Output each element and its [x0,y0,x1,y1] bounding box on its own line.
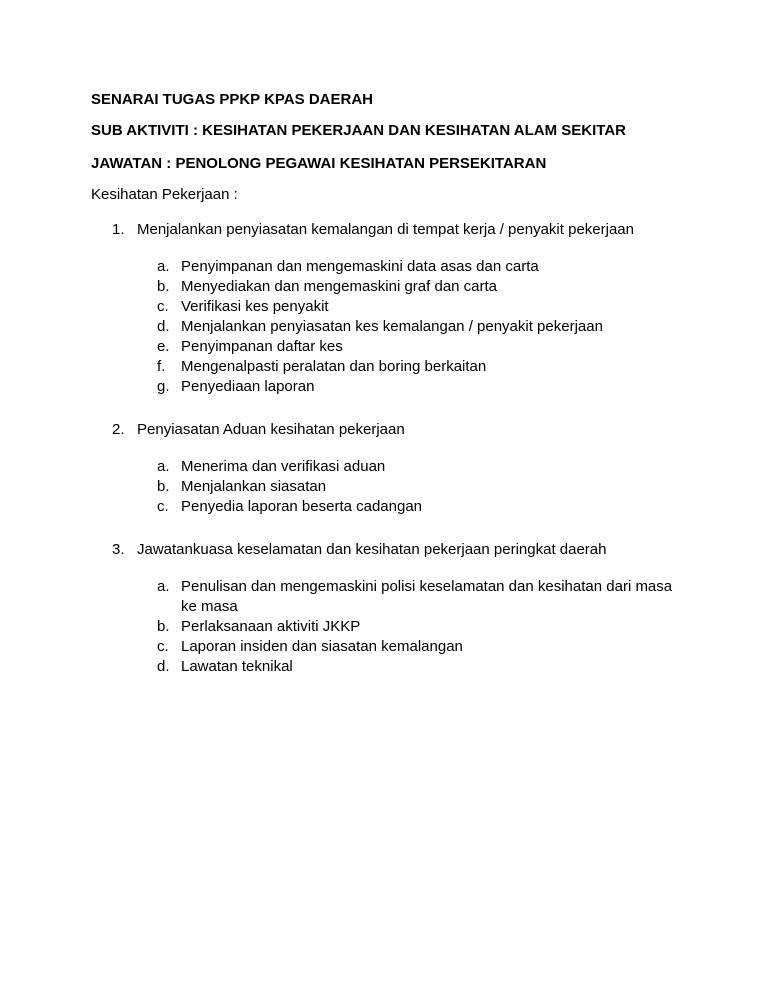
task-heading [112,541,712,559]
list-item-letter: c. [157,638,169,655]
task-3 [112,541,712,677]
list-item-letter: b. [157,278,170,295]
list-item-letter: d. [157,318,170,335]
list-item-text: Penyimpanan dan mengemaskini data asas dan carta [181,258,539,275]
list-item-text: Penyediaan laporan [181,378,315,395]
list-item [157,317,712,337]
task-heading [112,221,712,239]
list-item [157,617,712,637]
list-item-letter: e. [157,338,170,355]
list-item [157,637,712,657]
list-item [157,277,712,297]
list-item-letter: a. [157,458,170,475]
list-item-text: Menyediakan dan mengemaskini graf dan carta [181,278,498,295]
document-title: SENARAI TUGAS PPKP KPAS DAERAH [91,91,373,108]
list-item-text: Penulisan dan mengemaskini polisi keselamatan dan kesihatan dari masa ke masa [181,578,673,615]
list-item [157,257,712,277]
list-item-letter: b. [157,618,170,635]
list-item [157,377,712,397]
list-item [157,457,712,477]
list-item-letter: d. [157,658,170,675]
task-3-subitems [112,577,712,677]
sub-activity-heading: SUB AKTIVITI : KESIHATAN PEKERJAAN DAN KESIHATAN ALAM SEKITAR [91,122,627,139]
list-item-text: Menjalankan siasatan [181,478,327,495]
task-1 [112,221,712,397]
list-item-text: Mengenalpasti peralatan dan boring berkaitan [181,358,487,375]
list-item-letter: c. [157,498,169,515]
list-item-text: Laporan insiden dan siasatan kemalangan [181,638,463,655]
list-item-letter: b. [157,478,170,495]
list-item [157,357,712,377]
list-item [157,577,712,617]
task-2-subitems [112,457,712,517]
list-item [157,297,712,317]
task-1-subitems [112,257,712,397]
list-item-text: Penyedia laporan beserta cadangan [181,498,423,515]
list-item [157,497,712,517]
list-item-letter: f. [157,358,166,375]
list-item-letter: c. [157,298,169,315]
list-item [157,657,712,677]
list-item-text: Lawatan teknikal [181,658,293,675]
task-number: 1. [112,221,125,238]
position-heading: JAWATAN : PENOLONG PEGAWAI KESIHATAN PERSEKITARAN [91,155,547,172]
list-item-text: Verifikasi kes penyakit [181,298,329,315]
list-item-text: Penyimpanan daftar kes [181,338,343,355]
section-label: Kesihatan Pekerjaan : [91,186,238,203]
task-number: 2. [112,421,125,438]
list-item-text: Menerima dan verifikasi aduan [181,458,386,475]
list-item-text: Menjalankan penyiasatan kes kemalangan / penyakit pekerjaan [181,318,603,335]
task-number: 3. [112,541,125,558]
list-item-letter: g. [157,378,170,395]
task-2 [112,421,712,517]
list-item-letter: a. [157,258,170,275]
list-item-letter: a. [157,578,170,595]
list-item-text: Perlaksanaan aktiviti JKKP [181,618,361,635]
task-title: Menjalankan penyiasatan kemalangan di tempat kerja / penyakit pekerjaan [137,221,634,238]
list-item [157,477,712,497]
task-title: Penyiasatan Aduan kesihatan pekerjaan [137,421,405,438]
task-heading [112,421,712,439]
list-item [157,337,712,357]
task-title: Jawatankuasa keselamatan dan kesihatan pekerjaan peringkat daerah [137,541,607,558]
